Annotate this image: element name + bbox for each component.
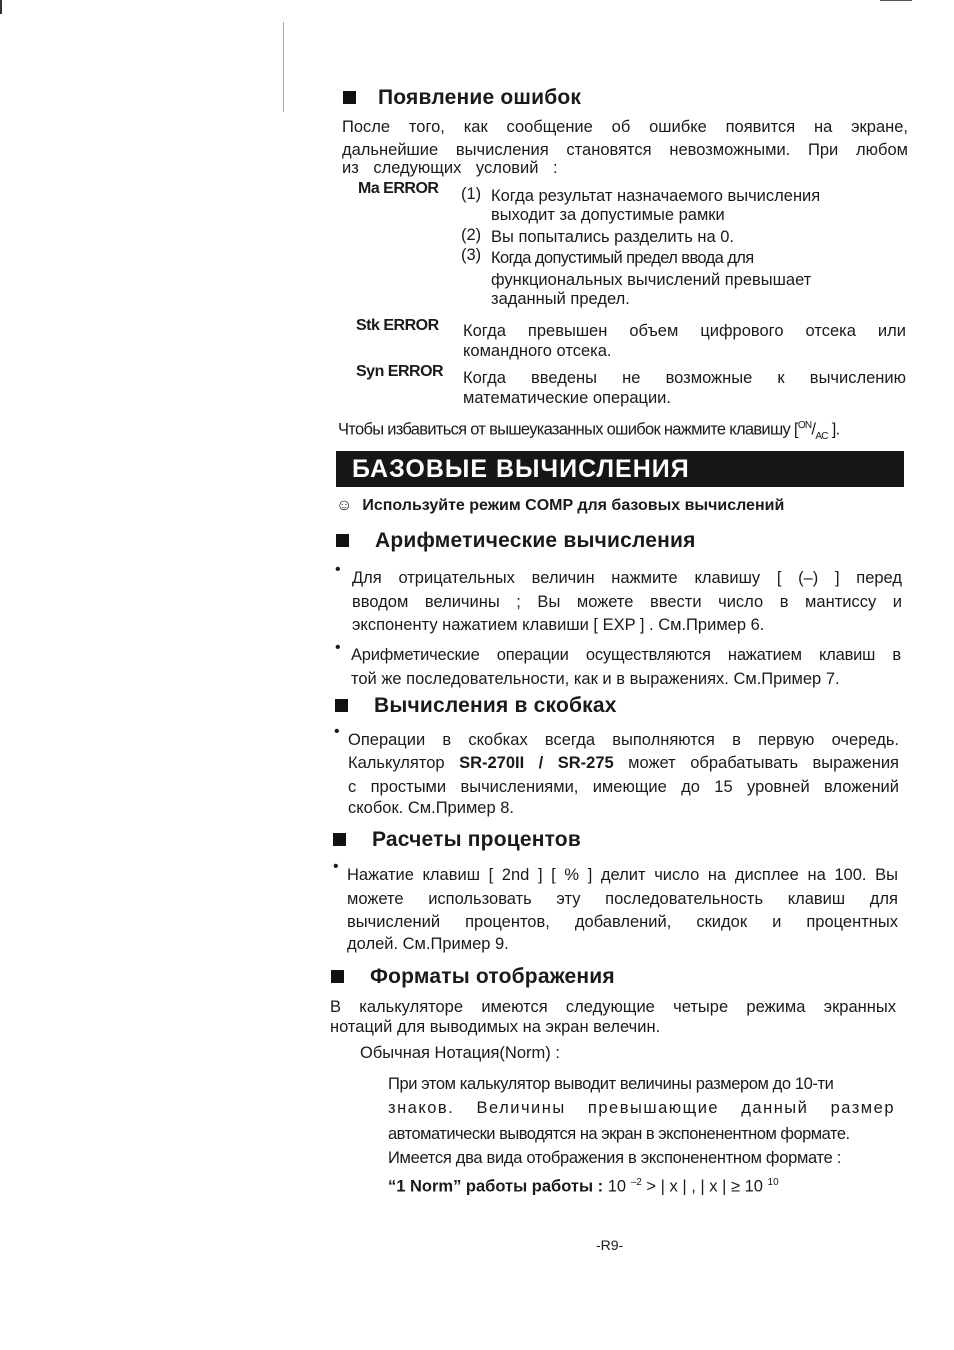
page-number: -R9-: [596, 1237, 624, 1253]
arith-heading: Арифметические вычисления: [336, 529, 696, 553]
smiley-icon: ☺: [336, 497, 353, 514]
norm-line2: знаков. Величины превышающие данный размер: [388, 1099, 895, 1117]
ma-item-1-num: (1): [461, 185, 482, 203]
bullet-icon: •: [333, 858, 339, 875]
norm-line4: Имеется два вида отображения в экспоненентном формате :: [388, 1149, 842, 1167]
ma-item-3-line3: заданный предел.: [491, 290, 630, 308]
paren-line2: Калькулятор SR-270II / SR-275 может обрабатывать выражения: [348, 754, 899, 772]
ma-error-label: Ma ERROR: [358, 180, 439, 197]
stk-line2: командного отсека.: [463, 342, 612, 360]
scan-line-left: [283, 22, 284, 112]
norm-line1: При этом калькулятор выводит величины размером до 10-ти: [388, 1075, 834, 1093]
norm1-formula: “1 Norm” работы работы : 10 $^{-2}$ > | x | , | x | ≥ 10 $^{10}$: [388, 1177, 779, 1196]
ma-item-3-num: (3): [461, 246, 482, 264]
errors-heading: Появление ошибок: [343, 86, 581, 110]
heading-bullet-icon: [335, 699, 348, 712]
formats-intro-line2: нотаций для выводимых на экран велечин.: [330, 1018, 661, 1036]
percent-line4: долей. См.Пример 9.: [347, 935, 509, 953]
errors-intro-line3: из следующих условий :: [342, 159, 558, 177]
model-name: SR-270II / SR-275: [459, 754, 614, 772]
heading-bullet-icon: [343, 91, 356, 104]
fix-key-on: ON: [797, 420, 812, 431]
bullet-icon: •: [334, 723, 340, 740]
scan-mark-left-top: [0, 0, 2, 14]
syn-error-label: Syn ERROR: [356, 363, 444, 380]
norm1-label: “1 Norm” работы работы :: [388, 1177, 604, 1196]
syn-line1: Когда введены не возможные к вычислению: [463, 369, 906, 387]
formats-intro-line1: В калькуляторе имеются следующие четыре режима экранных: [330, 998, 896, 1016]
paren-line1: Операции в скобках всегда выполняются в первую очередь.: [348, 731, 899, 749]
errors-intro-line1: После того, как сообщение об ошибке появится на экране,: [342, 118, 908, 136]
norm-line3: автоматически выводятся на экран в экспоненентном формате.: [388, 1125, 850, 1143]
ma-item-3-line2: функциональных вычислений превышает: [491, 271, 812, 289]
arith-b2-line2: той же последовательности, как и в выражениях. См.Пример 7.: [351, 670, 840, 688]
arith-b2-line1: Арифметические операции осуществляются нажатием клавиш в: [351, 646, 901, 664]
stk-error-label: Stk ERROR: [356, 317, 439, 334]
paren-line4: скобок. См.Пример 8.: [348, 799, 514, 817]
heading-bullet-icon: [333, 833, 346, 846]
bullet-icon: •: [335, 639, 341, 656]
paren-line3: с простыми вычислениями, имеющие до 15 уровней вложений: [348, 778, 899, 796]
percent-line3: вычислений процентов, добавлений, скидок и процентных: [347, 913, 898, 931]
arith-b1-line3: экспоненту нажатием клавиши [ EXP ] . См.Пример 6.: [352, 616, 765, 634]
paren-heading: Вычисления в скобках: [335, 694, 617, 718]
fix-key-ac: AC: [815, 430, 828, 442]
heading-bullet-icon: [331, 970, 344, 983]
ma-item-1-line1: Когда результат назначаемого вычисления: [491, 187, 821, 205]
errors-fix-text: Чтобы избавиться от вышеуказанных ошибок нажмите клавишу [$^{ON}/_{AC}$ ].: [338, 420, 840, 442]
norm-title: Обычная Нотация(Norm) :: [360, 1044, 560, 1062]
errors-intro-line2: дальнейшие вычисления становятся невозможными. При любом: [342, 141, 908, 159]
arith-b1-line1: Для отрицательных величин нажмите клавишу [ (–) ] перед: [352, 569, 902, 587]
syn-line2: математические операции.: [463, 389, 671, 407]
percent-line1: Нажатие клавиш [ 2nd ] [ % ] делит число на дисплее на 100. Вы: [347, 866, 898, 884]
stk-line1: Когда превышен объем цифрового отсека или: [463, 322, 906, 340]
ma-item-1-line2: выходит за допустимые рамки: [491, 206, 725, 224]
comp-note: ☺ Используйте режим COMP для базовых вычислений: [336, 497, 785, 514]
ma-item-2-num: (2): [461, 226, 482, 244]
scan-mark-right-top: [880, 0, 912, 1]
percent-heading: Расчеты процентов: [333, 828, 581, 852]
ma-item-3-line1: Когда допустимый предел ввода для: [491, 249, 754, 267]
arith-b1-line2: вводом величины ; Вы можете ввести число в мантиссу и: [352, 593, 902, 611]
bullet-icon: •: [335, 561, 341, 578]
heading-bullet-icon: [336, 534, 349, 547]
ma-item-2-line1: Вы попытались разделить на 0.: [491, 228, 735, 246]
section-banner: БАЗОВЫЕ ВЫЧИСЛЕНИЯ: [336, 451, 904, 487]
formats-heading: Форматы отображения: [331, 965, 615, 989]
percent-line2: можете использовать эту последовательность клавиш для: [347, 890, 898, 908]
